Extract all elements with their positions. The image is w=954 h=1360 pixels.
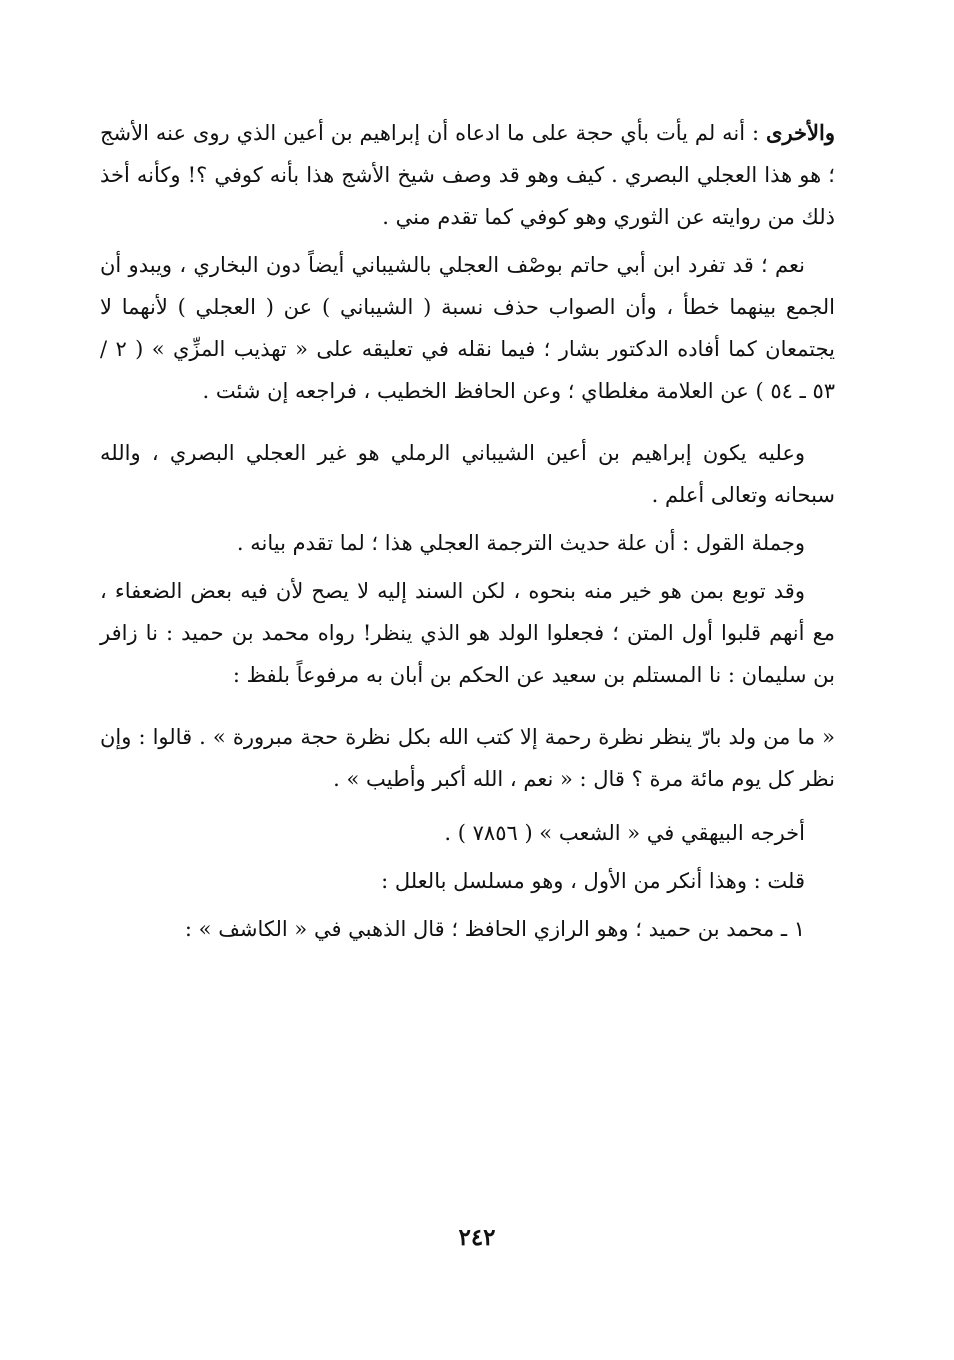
paragraph-2: نعم ؛ قد تفرد ابن أبي حاتم بوصْف العجلي بالشيباني أيضاً دون البخاري ، ويبدو أن الجمع بينهما خطأ ، وأن الصواب حذف نسبة ( الشيباني ) عن ( العجلي ) لأنهما لا يجتمعان كما أفاده الدكتور بشار ؛ فيما نقله في تعليقه على « تهذيب المزِّي » ( ٢ / ٥٣ ـ ٥٤ ) عن العلامة مغلطاي ؛ وعن الحافظ الخطيب ، فراجعه إن شئت .: [100, 253, 835, 403]
paragraph-lead: والأخرى: [766, 120, 835, 145]
paragraph-list-item: ١ ـ محمد بن حميد ؛ وهو الرازي الحافظ ؛ قال الذهبي في « الكاشف » :: [184, 917, 805, 941]
paragraph-1: [100, 112, 835, 238]
page-number: ٢٤٢: [458, 1224, 496, 1251]
paragraph-4: وجملة القول : أن علة حديث الترجمة العجلي هذا ؛ لما تقدم بيانه .: [236, 531, 805, 555]
paragraph-source: أخرجه البيهقي في « الشعب » ( ٧٨٥٦ ) .: [444, 821, 805, 845]
paragraph-note: قلت : وهذا أنكر من الأول ، وهو مسلسل بالعلل :: [381, 869, 805, 893]
paragraph-1-text: : أنه لم يأت بأي حجة على ما ادعاه أن إبراهيم بن أعين الذي روى عنه الأشج ؛ هو هذا العجلي البصري . كيف وهو قد وصف شيخ الأشج هذا بأنه كوفي ؟! وكأنه أخذ ذلك من روايته عن الثوري وهو كوفي كما تقدم مني .: [100, 121, 835, 229]
page-body: [100, 112, 835, 950]
paragraph-5: وقد توبع بمن هو خير منه بنحوه ، لكن السند إليه لا يصح لأن فيه بعض الضعفاء ، مع أنهم قلبوا أول المتن ؛ فجعلوا الولد هو الذي ينظر! رواه محمد بن حميد : نا زافر بن سليمان : نا المستلم بن سعيد عن الحكم بن أبان به مرفوعاً بلفظ :: [100, 579, 835, 687]
paragraph-3: وعليه يكون إبراهيم بن أعين الشيباني الرملي هو غير العجلي البصري ، والله سبحانه وتعالى أعلم .: [100, 441, 835, 507]
quoted-hadith: « ما من ولد بارّ ينظر نظرة رحمة إلا كتب الله بكل نظرة حجة مبرورة » . قالوا : وإن نظر كل يوم مائة مرة ؟ قال : « نعم ، الله أكبر وأطيب » .: [100, 725, 835, 791]
